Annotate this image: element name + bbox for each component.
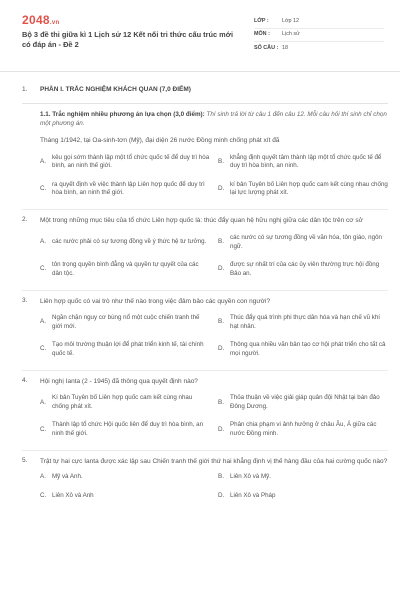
meta-label: LỚP : <box>254 18 269 25</box>
option-c[interactable] <box>40 418 210 442</box>
option-letter: C. <box>40 185 47 193</box>
option-letter: D. <box>218 491 225 499</box>
option-letter: D. <box>218 425 225 433</box>
option-letter: C. <box>40 345 47 353</box>
option-letter: A. <box>40 238 46 246</box>
option-b[interactable] <box>218 391 388 415</box>
option-text: Mỹ và Anh. <box>52 472 83 480</box>
option-letter: C. <box>40 265 47 273</box>
meta-value: Lớp 12 <box>282 18 300 25</box>
option-text: kêu gọi sớm thành lập một tổ chức quốc tế để duy trì hòa bình, an ninh thế giới. <box>52 153 210 170</box>
option-c[interactable] <box>40 490 210 503</box>
option-a[interactable] <box>40 231 210 255</box>
question-2 <box>22 216 388 225</box>
question-text: Liên hợp quốc có vai trò như thế nào trong việc đảm bảo các quyền con người? <box>40 297 271 305</box>
answer-options <box>40 391 388 442</box>
question-5 <box>22 457 388 466</box>
exam-content <box>22 78 388 502</box>
option-d[interactable] <box>218 177 388 201</box>
option-c[interactable] <box>40 177 210 201</box>
option-b[interactable] <box>218 311 388 335</box>
section-heading <box>22 86 388 95</box>
section-title: PHẦN I. TRẮC NGHIỆM KHÁCH QUAN (7,0 ĐIỂM) <box>40 86 191 93</box>
option-text: Phân chia phạm vi ảnh hưởng ở châu Âu, Á giữa các nước Đồng minh. <box>230 421 377 437</box>
option-text: Ngăn chặn nguy cơ bùng nổ một cuộc chiến tranh thế giới mới. <box>52 314 200 330</box>
option-b[interactable] <box>218 150 388 174</box>
option-c[interactable] <box>40 338 210 362</box>
meta-row-grade <box>254 16 384 29</box>
question-text: Một trong những mục tiêu của tổ chức Liên hợp quốc là: thúc đẩy quan hệ hữu nghị giữa các dân tộc trên cơ sở <box>40 217 363 225</box>
option-letter: A. <box>40 398 46 406</box>
logo-suffix: .vn <box>49 20 60 26</box>
option-text: ra quyết định về việc thành lập Liên hợp quốc để duy trì hòa bình, an ninh thế giới. <box>52 180 205 197</box>
option-b[interactable] <box>218 471 388 484</box>
question-divider <box>22 370 388 371</box>
meta-value: Lịch sử <box>282 31 300 38</box>
exam-meta-table <box>254 16 384 55</box>
option-text: Thỏa thuận về việc giải giáp quân đội Nhật tại bán đảo Đông Dương. <box>230 394 380 410</box>
answer-options <box>40 150 388 201</box>
option-text: kí bản Tuyên bố Liên hợp quốc cam kết cùng nhau chống lại lực lượng phát xít. <box>230 180 388 197</box>
question-3 <box>22 297 388 306</box>
subsection-intro <box>40 111 388 129</box>
option-c[interactable] <box>40 258 210 282</box>
option-text: các nước phải có sự tương đồng về ý thức hệ tư tưởng. <box>52 238 207 246</box>
question-number: 2. <box>22 216 28 224</box>
option-d[interactable] <box>218 490 388 503</box>
option-letter: A. <box>40 318 46 326</box>
question-text: Hội nghị Ianta (2 - 1945) đã thông qua quyết định nào? <box>40 377 198 385</box>
option-d[interactable] <box>218 418 388 442</box>
meta-row-question-count <box>254 42 384 55</box>
option-letter: B. <box>218 472 224 480</box>
question-text: Trật tự hai cực Ianta được xác lập sau Chiến tranh thế giới thứ hai khẳng định vị thế hàng đầu của hai cường quốc nào? <box>40 457 388 465</box>
option-d[interactable] <box>218 338 388 362</box>
option-letter: B. <box>218 318 224 326</box>
subsection-instruction: Thí sinh trả lời từ câu 1 đến câu 12. Mỗi câu hỏi thí sinh chỉ chọn một phương án. <box>40 110 387 127</box>
logo-text: 2048 <box>22 13 50 27</box>
option-d[interactable] <box>218 258 388 282</box>
question-text: Tháng 1/1942, tại Oa-sinh-tơn (Mỹ), đại diện 26 nước Đồng minh chống phát xít đã <box>40 137 280 145</box>
meta-label: MÔN : <box>254 31 270 38</box>
question-divider <box>22 450 388 451</box>
document-title: Bộ 3 đề thi giữa kì 1 Lịch sử 12 Kết nối tri thức cấu trúc mới có đáp án - Đề 2 <box>22 30 234 50</box>
option-text: Liên Xô và Mỹ. <box>230 472 271 480</box>
subsection-heading: 1.1. Trắc nghiệm nhiều phương án lựa chọn (3,0 điểm): <box>40 110 205 118</box>
answer-options <box>40 231 388 282</box>
meta-value: 18 <box>282 44 288 51</box>
question-number: 4. <box>22 376 28 384</box>
option-text: các nước có sự tương đồng về văn hóa, tôn giáo, ngôn ngữ. <box>230 233 382 250</box>
option-text: Liên Xô và Anh <box>52 491 94 499</box>
question-number <box>22 136 40 145</box>
option-letter: B. <box>218 158 224 166</box>
question-number: 3. <box>22 296 28 304</box>
meta-label: SỐ CÂU : <box>254 44 279 51</box>
question-4 <box>22 377 388 386</box>
option-text: Kí bản Tuyên bố Liên hợp quốc cam kết cùng nhau chống phát xít. <box>52 394 193 410</box>
option-letter: B. <box>218 398 224 406</box>
section-number: 1. <box>22 86 28 93</box>
option-letter: A. <box>40 158 46 166</box>
option-a[interactable] <box>40 150 210 174</box>
option-text: được sự nhất trí của các ủy viên thường trực hội đồng Bảo an. <box>230 260 380 277</box>
option-letter: A. <box>40 472 46 480</box>
option-a[interactable] <box>40 311 210 335</box>
option-b[interactable] <box>218 231 388 255</box>
option-text: Thúc đẩy quá trình phi thực dân hóa và hạn chế vũ khí hạt nhân. <box>230 314 380 330</box>
option-letter: D. <box>218 265 225 273</box>
option-letter: C. <box>40 425 47 433</box>
answer-options <box>40 311 388 362</box>
option-letter: B. <box>218 238 224 246</box>
section-divider <box>22 103 388 104</box>
option-text: tôn trọng quyền bình đẳng và quyền tự quyết của các dân tộc. <box>52 260 199 277</box>
option-text: Tạo môi trường thuận lợi để phát triển kinh tế, tài chính quốc tế. <box>52 341 204 357</box>
option-text: Thông qua nhiều văn bản tạo cơ hội phát triển cho tất cả mọi người. <box>230 341 386 357</box>
site-logo[interactable] <box>22 12 59 28</box>
option-a[interactable] <box>40 391 210 415</box>
option-letter: D. <box>218 185 225 193</box>
option-text: khẳng định quyết tâm thành lập một tổ chức quốc tế để duy trì hòa bình, an ninh. <box>230 153 382 170</box>
question-divider <box>22 290 388 291</box>
answer-options <box>40 471 388 502</box>
option-a[interactable] <box>40 471 210 484</box>
option-text: Thành lập tổ chức Hội quốc liên để duy trì hòa bình, an ninh thế giới. <box>52 421 204 437</box>
page-header <box>0 0 400 72</box>
question-divider <box>22 209 388 210</box>
meta-row-subject <box>254 29 384 42</box>
option-letter: D. <box>218 345 225 353</box>
option-letter: C. <box>40 491 47 499</box>
question-1 <box>22 136 388 145</box>
question-number: 5. <box>22 456 28 464</box>
option-text: Liên Xô và Pháp <box>230 491 276 499</box>
